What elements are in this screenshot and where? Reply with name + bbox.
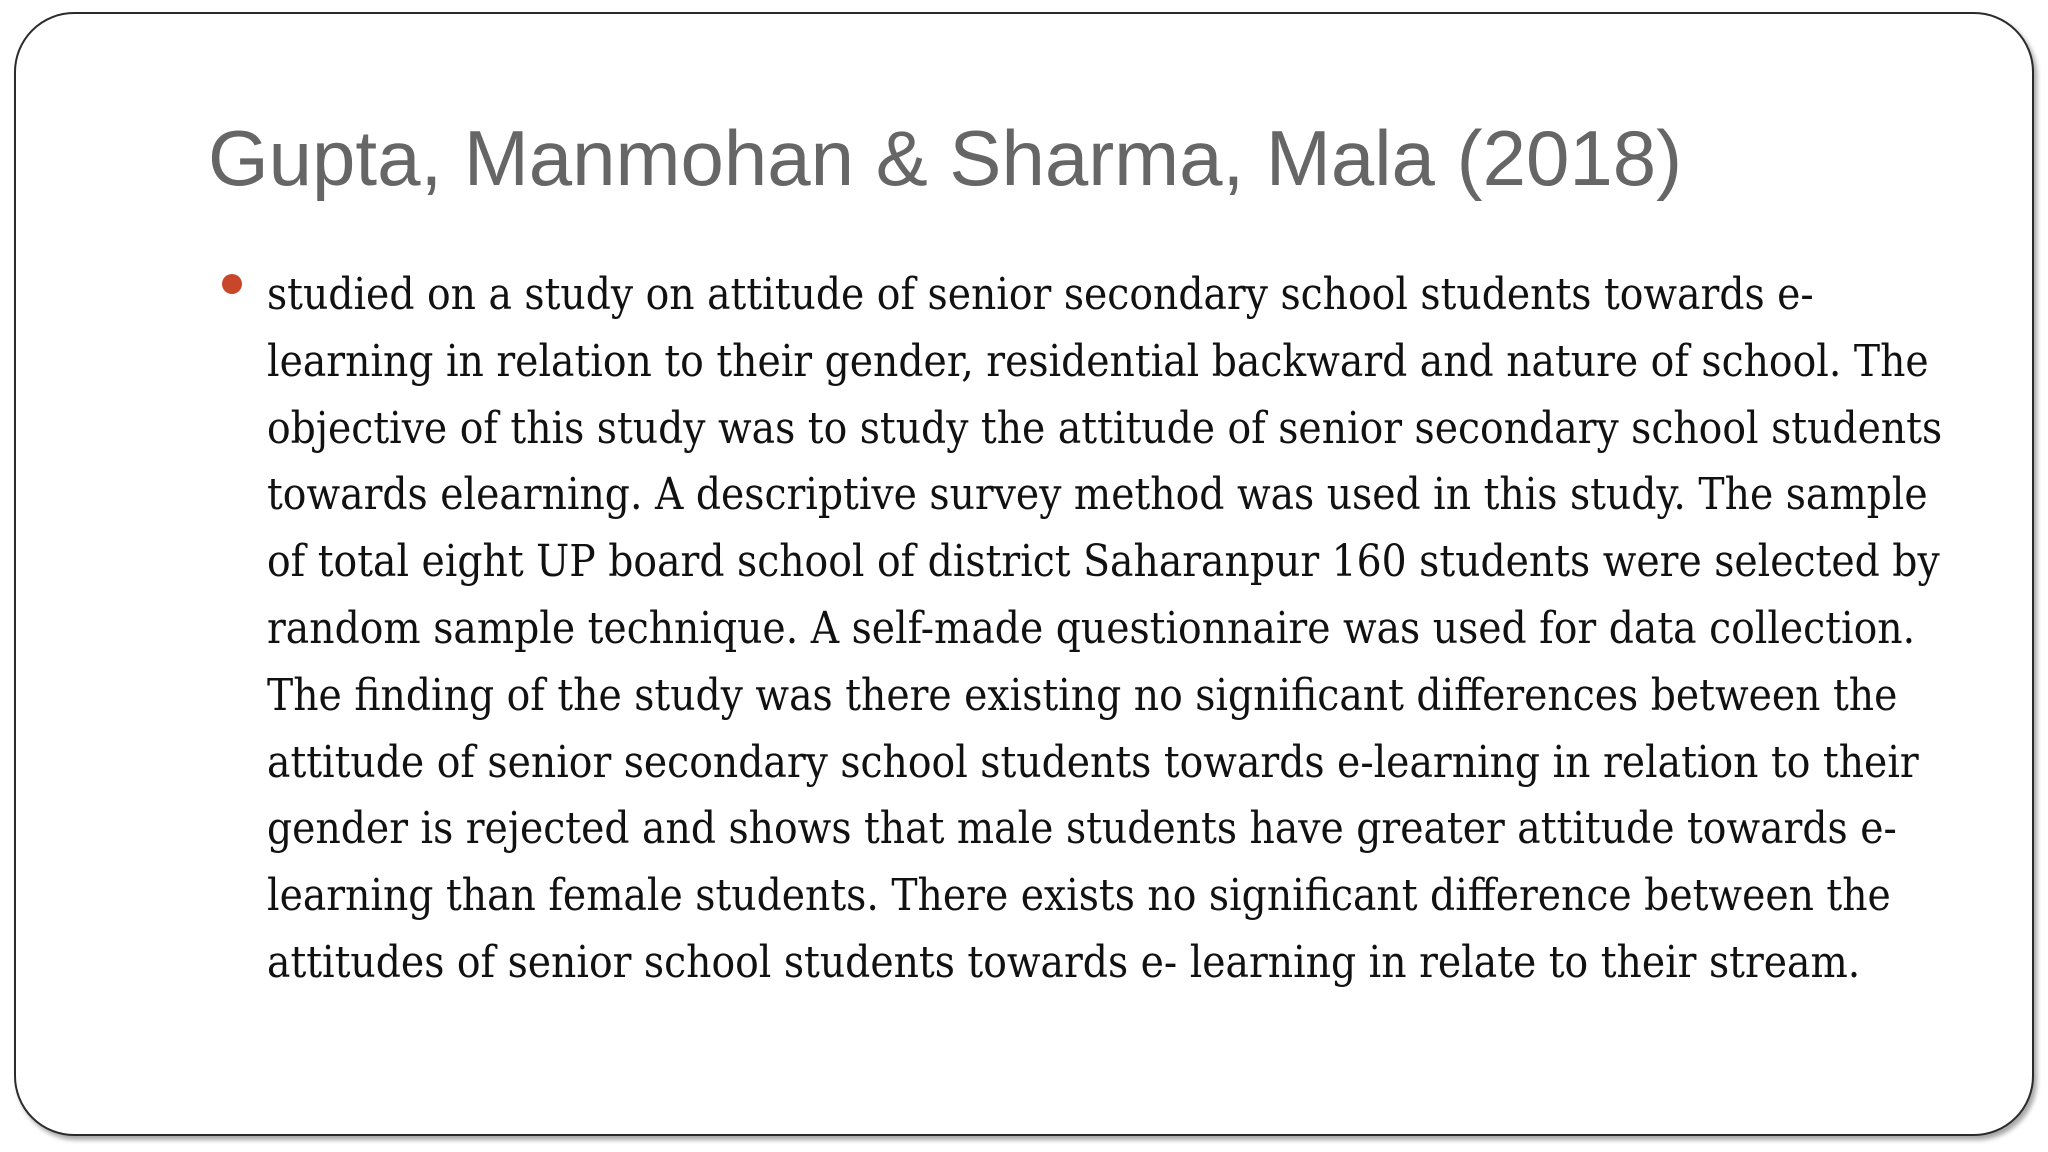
bullet-text-line: studied on a study on attitude of senior secondary school students towards e- <box>267 270 1814 320</box>
bullet-text-line: attitude of senior secondary school students towards e-learning in relation to their <box>267 737 1919 788</box>
bullet-text-line: attitudes of senior school students towards e- learning in relate to their stream. <box>267 937 1861 988</box>
bullet-text-line: The finding of the study was there existing no significant differences between the <box>267 670 1898 721</box>
bullet-text-line: learning in relation to their gender, residential backward and nature of school. The <box>267 336 1929 387</box>
bullet-text <box>267 262 2048 997</box>
bullet-text-line: objective of this study was to study the attitude of senior secondary school students <box>267 403 1943 454</box>
bullet-text-line: gender is rejected and shows that male students have greater attitude towards e- <box>267 804 1897 855</box>
bullet-text-line: towards elearning. A descriptive survey method was used in this study. The sample <box>267 470 1928 521</box>
bullet-text-line: of total eight UP board school of district Saharanpur 160 students were selected by <box>267 537 1940 588</box>
bullet-dot-icon <box>222 274 242 294</box>
bullet-text-line: learning than female students. There exists no significant difference between the <box>267 871 1891 922</box>
bullet-text-line: random sample technique. A self-made questionnaire was used for data collection. <box>267 603 1916 654</box>
slide-title: Gupta, Manmohan & Sharma, Mala (2018) <box>208 114 1683 202</box>
